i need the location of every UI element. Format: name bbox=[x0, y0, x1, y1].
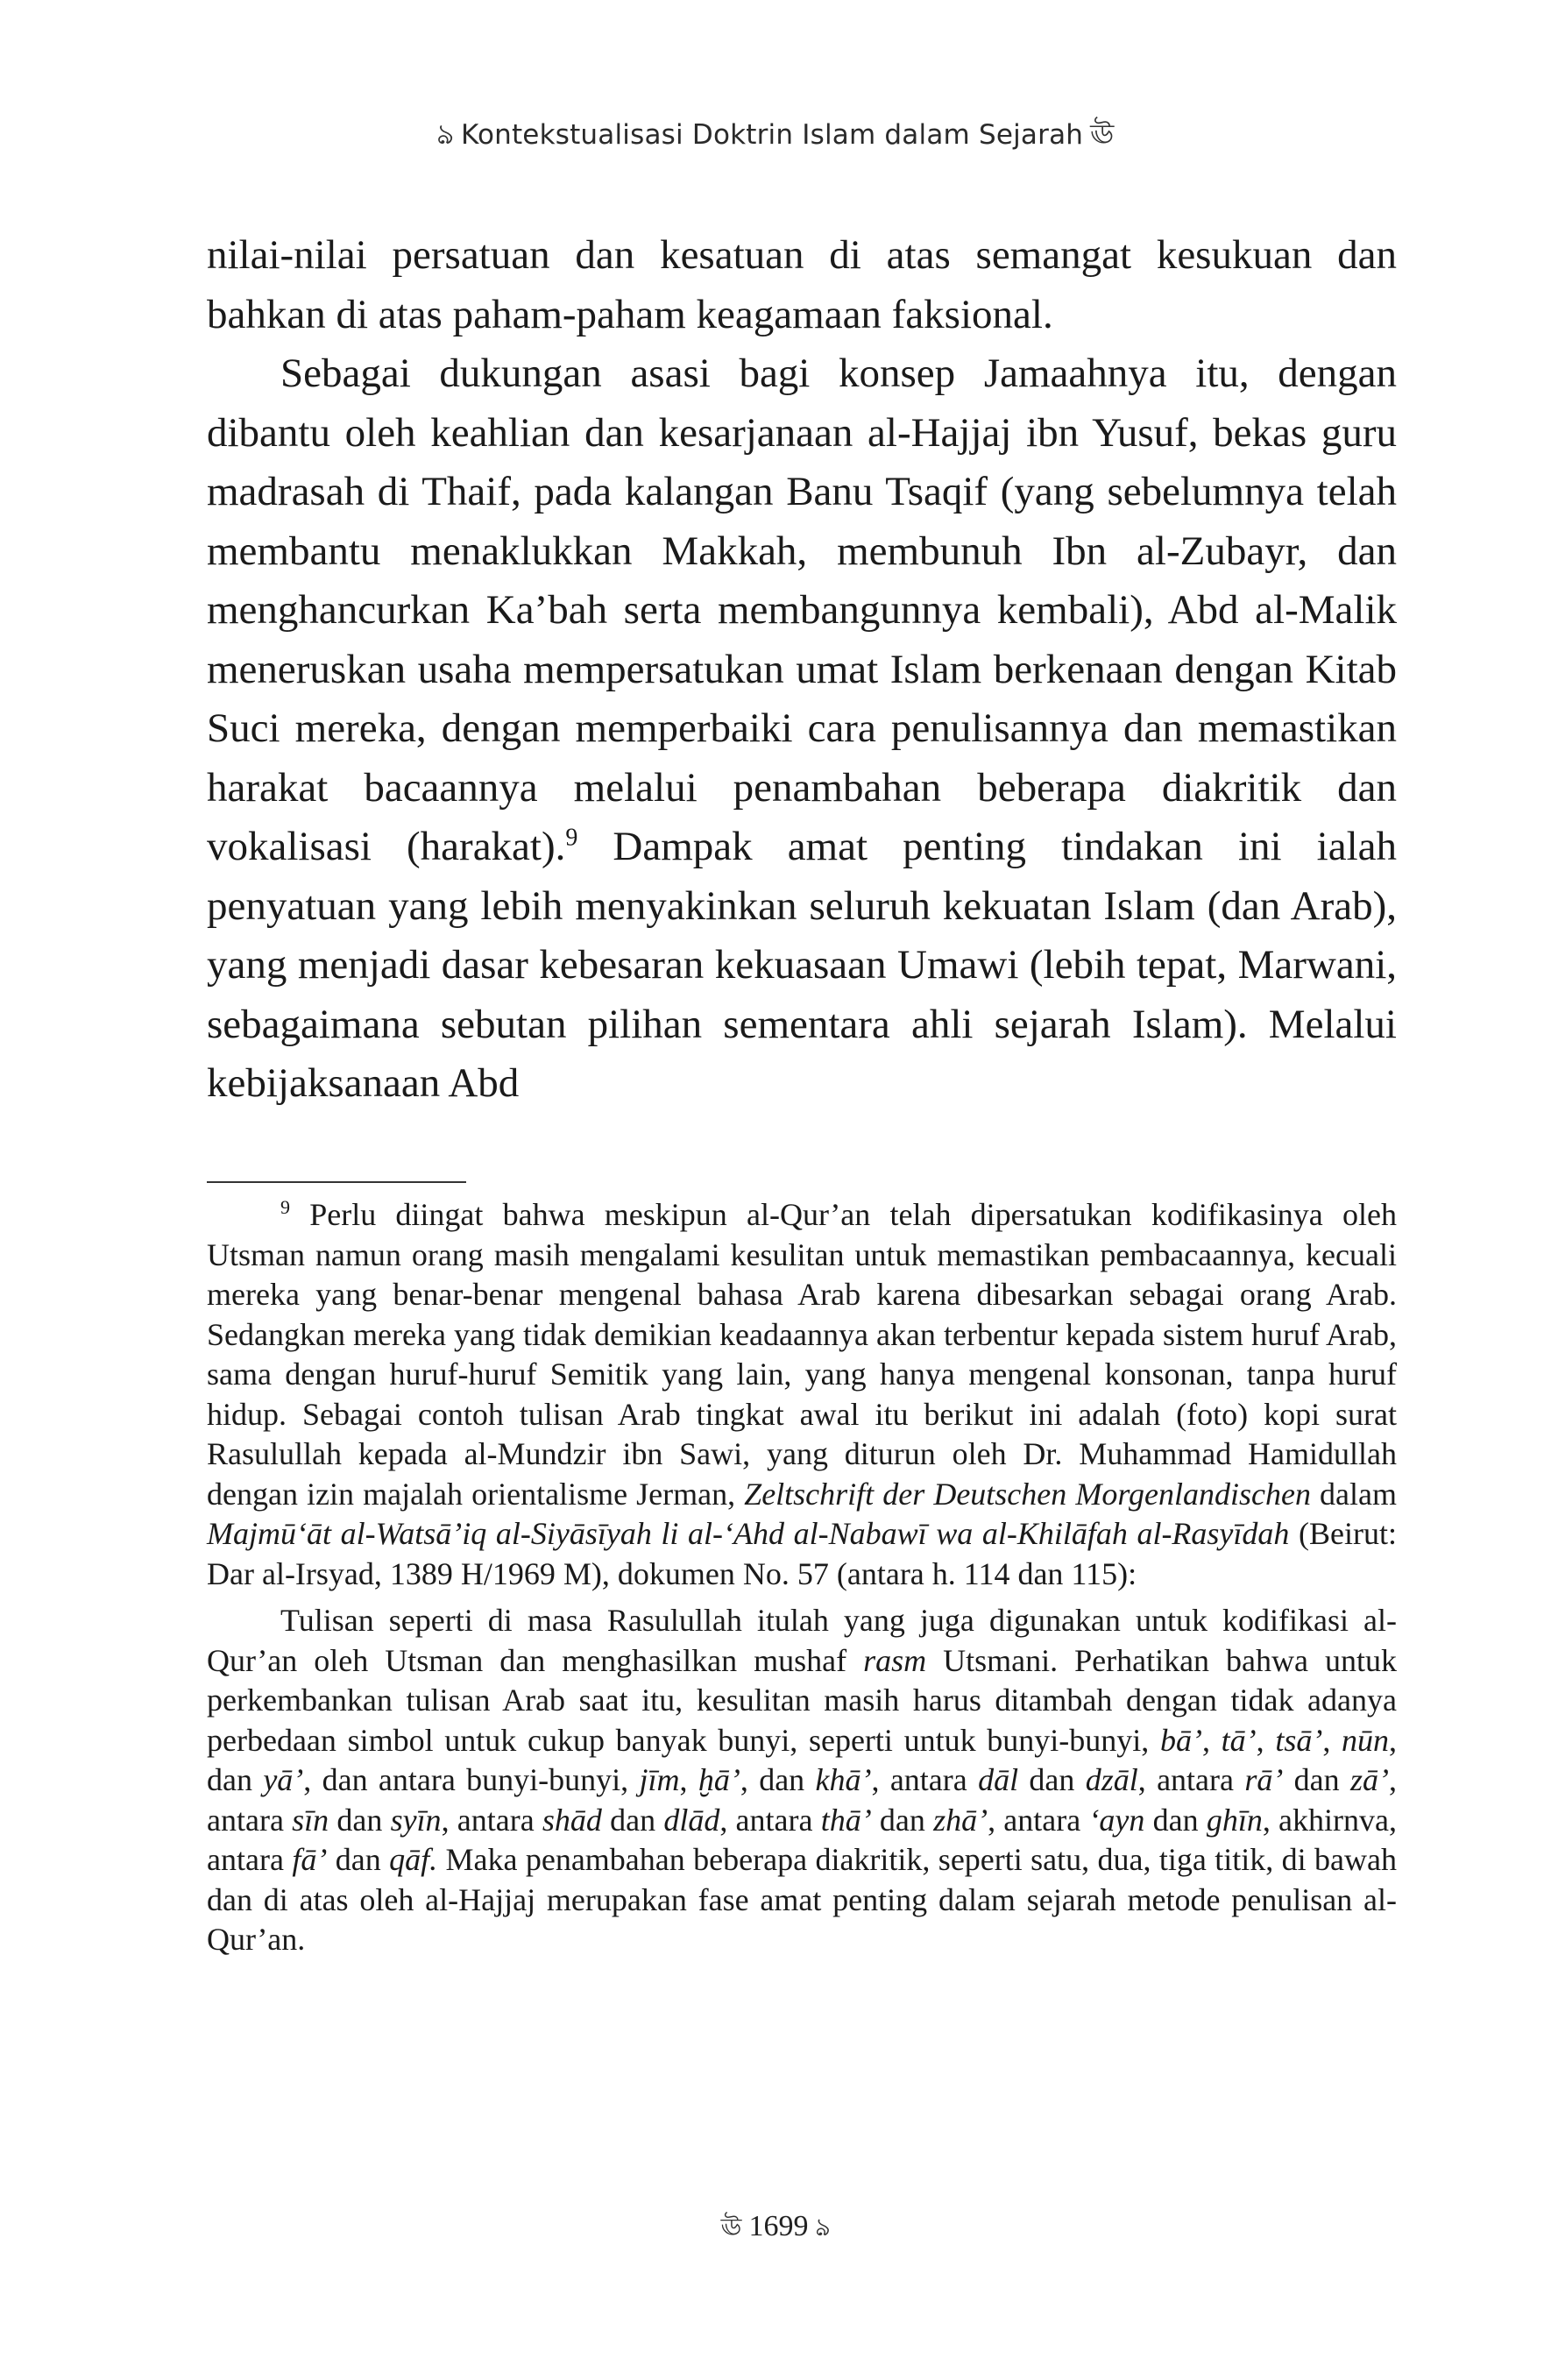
footnote-text: dan bbox=[601, 1802, 664, 1838]
footnote-ref-9[interactable]: 9 bbox=[565, 824, 578, 852]
footnote-9-paragraph-2 bbox=[207, 1601, 1397, 1960]
italic-term: fā’ bbox=[292, 1842, 328, 1877]
ornament-left-icon: ঌ bbox=[436, 117, 454, 151]
separator: , bbox=[1201, 1722, 1222, 1758]
footnote-text: dan bbox=[1018, 1762, 1086, 1797]
footnote-text: Utsmani. Perhatikan bahwa untuk perkembankan tulisan Arab saat itu, kesulitan masih harus ditambah dengan tidak adanya perbedaan simbol untuk cukup banyak bunyi, seperti untuk bunyi-bunyi, bbox=[207, 1642, 1397, 1758]
page-number: 1699 bbox=[748, 2210, 809, 2242]
footnote-text: , antara bbox=[988, 1802, 1089, 1838]
italic-term: dlād bbox=[663, 1802, 720, 1838]
italic-term: dzāl bbox=[1085, 1762, 1138, 1797]
italic-term: tā’ bbox=[1221, 1722, 1257, 1758]
main-text bbox=[207, 226, 1397, 1114]
italic-term: nūn bbox=[1342, 1722, 1390, 1758]
page-footer bbox=[0, 2208, 1551, 2249]
paragraph-2-text-a: Sebagai dukungan asasi bagi konsep Jamaahnya itu, dengan dibantu oleh keahlian dan kesarjanaan al-Hajjaj ibn Yusuf, bekas guru madrasah di Thaif, pada kalangan Banu Tsaqif (yang sebelumnya telah membantu menaklukkan Makkah, membunuh Ibn al-Zubayr, dan menghancurkan Ka’bah serta membangunnya kembali), Abd al-Malik meneruskan usaha mempersatukan umat Islam berkenaan dengan Kitab Suci mereka, dengan memperbaiki cara penulisannya dan memastikan harakat bacaannya melalui penambahan beberapa diakritik dan vokalisasi (harakat). bbox=[207, 351, 1397, 869]
italic-term: zhā’ bbox=[933, 1802, 988, 1838]
footnote-text: dalam bbox=[1310, 1476, 1398, 1512]
footnote-text: Tulisan seperti di masa Rasulullah itulah yang juga digunakan untuk kodifikasi al-Qur’an oleh Utsman dan menghasilkan mushaf bbox=[207, 1603, 1397, 1678]
footnote-text: dan bbox=[1144, 1802, 1207, 1838]
italic-term: ghīn bbox=[1206, 1802, 1263, 1838]
separator: , bbox=[1256, 1722, 1276, 1758]
italic-term: rā’ bbox=[1244, 1762, 1284, 1797]
book-title: Majmū‘āt al-Watsā’iq al-Siyāsīyah li al-‘Ahd al-Nabawī wa al-Khilāfah al-Rasyīdah bbox=[207, 1516, 1290, 1551]
footnote-text: , antara bbox=[441, 1802, 542, 1838]
italic-term: syīn bbox=[390, 1802, 442, 1838]
ornament-left-icon: ঊ bbox=[720, 2213, 742, 2242]
journal-title: Zeltschrift der Deutschen Morgenlandischen bbox=[744, 1476, 1311, 1512]
paragraph-1: nilai-nilai persatuan dan kesatuan di atas semangat kesukuan dan bahkan di atas paham-paham keagamaan faksional. bbox=[207, 232, 1397, 337]
italic-term: shād bbox=[542, 1802, 602, 1838]
footnote-9-paragraph-1 bbox=[207, 1195, 1397, 1594]
italic-term: jīm bbox=[639, 1762, 680, 1797]
italic-term: ‘ayn bbox=[1088, 1802, 1145, 1838]
italic-term: sīn bbox=[292, 1802, 329, 1838]
paragraph-2 bbox=[207, 344, 1397, 1114]
running-title: Kontekstualisasi Doktrin Islam dalam Sejarah bbox=[460, 119, 1084, 151]
footnote-text: dan bbox=[871, 1802, 934, 1838]
footnote-text: dan bbox=[1283, 1762, 1350, 1797]
italic-term: yā’ bbox=[263, 1762, 304, 1797]
footnote-text: , antara bbox=[719, 1802, 821, 1838]
footnote-text: , akhirnva, antara bbox=[207, 1802, 1397, 1877]
italic-term: dāl bbox=[978, 1762, 1019, 1797]
italic-term: rasm bbox=[863, 1642, 927, 1678]
footnote-text: dan bbox=[329, 1802, 391, 1838]
footnote-number: 9 bbox=[280, 1196, 290, 1218]
separator: , bbox=[679, 1762, 698, 1797]
italic-term: khā’ bbox=[815, 1762, 872, 1797]
italic-term: thā’ bbox=[820, 1802, 872, 1838]
footnote-text: dan bbox=[327, 1842, 390, 1877]
footnote-text: Perlu diingat bahwa meskipun al-Qur’an telah dipersatukan kodifikasinya oleh Utsman namun orang masih mengalami kesulitan untuk memastikan pembacaannya, kecuali mereka yang benar-benar mengenal bahasa Arab karena dibesarkan sebagai orang Arab. Sedangkan mereka yang tidak demikian keadaannya akan terbentur kepada sistem huruf Arab, sama dengan huruf-huruf Semitik yang lain, yang hanya mengenal konsonan, tanpa huruf hidup. Sebagai contoh tulisan Arab tingkat awal itu berikut ini adalah (foto) kopi surat Rasulullah kepada al-Mundzir ibn Sawi, yang diturun oleh Dr. Muhammad Hamidullah dengan izin majalah orientalisme Jerman, bbox=[207, 1197, 1397, 1512]
footnote-text: , antara bbox=[207, 1762, 1397, 1838]
footnote-text: Maka penambahan beberapa diakritik, seperti satu, dua, tiga titik, di bawah dan di atas oleh al-Hajjaj merupakan fase amat penting dalam sejarah metode penulisan al-Qur’an. bbox=[207, 1842, 1398, 1957]
footnote-text: , antara bbox=[1137, 1762, 1245, 1797]
footnote-text: , dan bbox=[740, 1762, 816, 1797]
footnotes bbox=[207, 1195, 1397, 1960]
ornament-right-icon: ঊ bbox=[1090, 117, 1115, 151]
separator: , bbox=[1322, 1722, 1342, 1758]
italic-term: bā’ bbox=[1159, 1722, 1202, 1758]
footnote-text: , dan bbox=[207, 1722, 1398, 1797]
ornament-right-icon: ঌ bbox=[815, 2213, 831, 2242]
footnote-text: , dan antara bunyi-bunyi, bbox=[303, 1762, 640, 1797]
italic-term: qāf. bbox=[389, 1842, 438, 1877]
footnote-text: , antara bbox=[871, 1762, 979, 1797]
footnote-separator bbox=[207, 1181, 466, 1183]
italic-term: ḫā’ bbox=[698, 1762, 740, 1797]
paragraph-2-text-b: Dampak amat penting tindakan ini ialah penyatuan yang lebih menyakinkan seluruh kekuatan Islam (dan Arab), yang menjadi dasar kebesaran kekuasaan Umawi (lebih tepat, Marwani, sebagaimana sebutan pilihan sementara ahli sejarah Islam). Melalui kebijaksanaan Abd bbox=[207, 824, 1397, 1106]
italic-term: tsā’ bbox=[1275, 1722, 1323, 1758]
running-header bbox=[0, 112, 1551, 159]
footnote-text: (Beirut: Dar al-Irsyad, 1389 H/1969 M), dokumen No. 57 (antara h. 114 dan 115): bbox=[207, 1516, 1397, 1591]
italic-term: zā’ bbox=[1349, 1762, 1389, 1797]
